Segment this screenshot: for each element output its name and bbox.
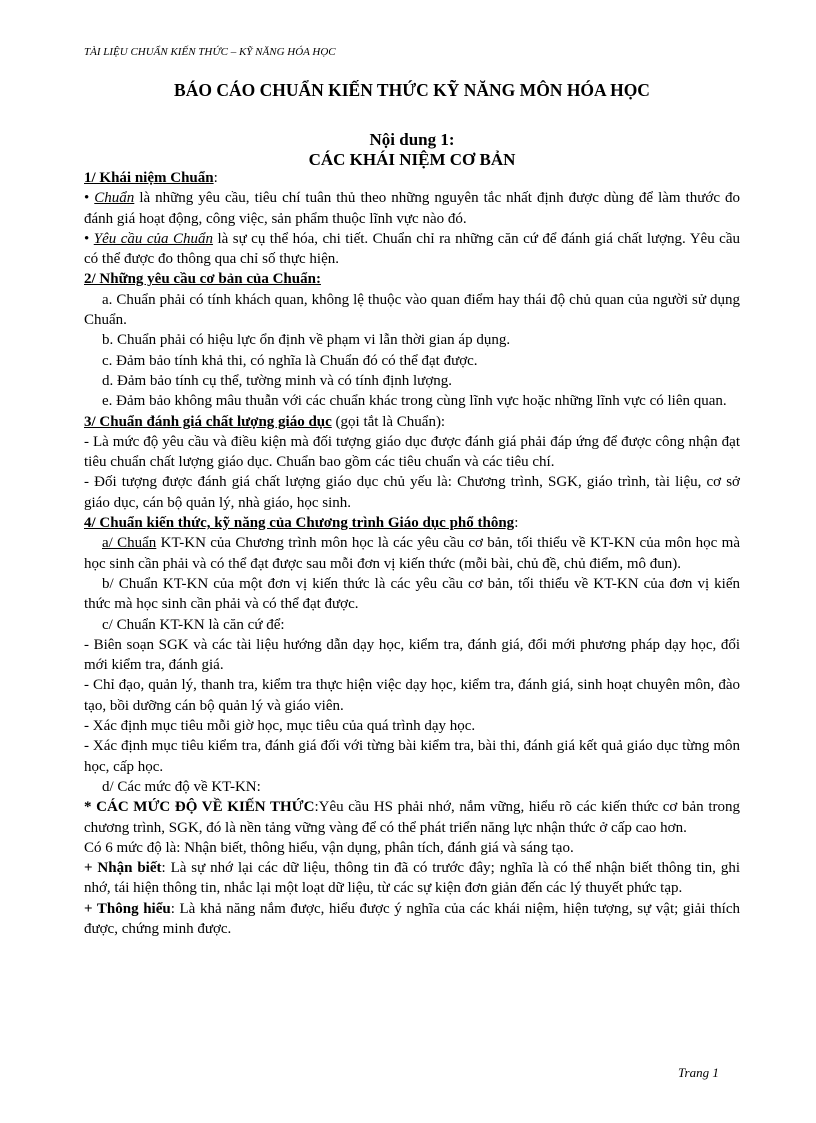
item-d: d/ Các mức độ về KT-KN: (102, 778, 261, 795)
list-item: - Biên soạn SGK và các tài liệu hướng dẫn dạy học, kiểm tra, đánh giá, đổi mới phương pháp dạy học, đổi mới kiểm tra, đánh giá. (84, 636, 740, 674)
knowledge-levels (84, 797, 740, 838)
heading-4 (84, 513, 740, 533)
knowledge-levels-label: * CÁC MỨC ĐỘ VỀ KIẾN THỨC (84, 799, 315, 816)
item-b: b/ Chuẩn KT-KN của một đơn vị kiến thức là các yêu cầu cơ bản, tối thiểu về KT-KN của đơn vị kiến thức mà học sinh cần phải và có thể đạt được. (84, 575, 740, 613)
bullet-chuan-text: là những yêu cầu, tiêu chí tuân thủ theo những nguyên tắc nhất định được dùng để làm thước đo đánh giá hoạt động, công việc, sản phẩm thuộc lĩnh vực nào đó. (84, 190, 740, 227)
heading-2: 2/ Những yêu cầu cơ bản của Chuẩn: (84, 271, 321, 288)
level-recognize-text: : Là sự nhớ lại các dữ liệu, thông tin đã có trước đây; nghĩa là có thể nhận biết thông tin, ghi nhớ, tái hiện thông tin, nhắc lại một loạt dữ liệu, từ các sự kiện đơn giản đến các lý thuyết phức tạp. (84, 860, 740, 897)
requirement-item: a. Chuẩn phải có tính khách quan, không lệ thuộc vào quan điểm hay thái độ chủ quan của người sử dụng Chuẩn. (84, 291, 740, 329)
document-body (84, 168, 740, 939)
list-item: - Xác định mục tiêu kiểm tra, đánh giá đối với từng bài kiểm tra, bài thi, đánh giá kết quả giáo dục từng môn học, cấp học. (84, 738, 740, 775)
heading-1-tail: : (213, 170, 218, 186)
heading-3-tail: (gọi tắt là Chuẩn): (331, 413, 446, 430)
level-understand-text: : Là khả năng nắm được, hiểu được ý nghĩa của các khái niệm, hiện tượng, sự vật; giải thích được, chứng minh được. (84, 900, 740, 937)
requirement-item: c. Đảm bảo tính khả thi, có nghĩa là Chuẩn đó có thể đạt được. (102, 352, 478, 369)
heading-1-text: 1/ Khái niệm Chuẩn (84, 170, 214, 186)
heading-4-text: 4/ Chuẩn kiến thức, kỹ năng của Chương trình Giáo dục phổ thông (84, 515, 515, 532)
bullet-chuan: • Chuẩn là những yêu cầu, tiêu chí tuân thủ theo những nguyên tắc nhất định được dùng để làm thước đo đánh giá hoạt động, công việc, sản phẩm thuộc lĩnh vực nào đó. (84, 190, 740, 227)
term-chuan: Chuẩn (94, 190, 135, 207)
item-a-text: KT-KN của Chương trình môn học là các yêu cầu cơ bản, tối thiểu về KT-KN của môn học mà học sinh cần phải và có thể đạt được sau mỗi đơn vị kiến thức (mỗi bài, chủ đề, chủ điểm, mô đun). (84, 535, 740, 572)
heading-1 (84, 168, 740, 188)
item-a (84, 533, 740, 574)
level-recognize (84, 858, 740, 899)
bullet-yeu-cau: • Yêu cầu của Chuẩn là sự cụ thể hóa, chi tiết. Chuẩn chỉ ra những căn cứ để đánh giá chất lượng. Yêu cầu có thể được đo thông qua chỉ số thực hiện. (84, 230, 740, 268)
heading-4-tail: : (514, 515, 519, 532)
bullet-yeu-cau-text: là sự cụ thể hóa, chi tiết. Chuẩn chỉ ra những căn cứ để đánh giá chất lượng. Yêu cầu có thể được đo thông qua chỉ số thực hiện. (84, 230, 740, 268)
level-understand-label: + Thông hiểu (84, 900, 171, 917)
section-name: CÁC KHÁI NIỆM CƠ BẢN (308, 150, 516, 169)
document-title: BÁO CÁO CHUẨN KIẾN THỨC KỸ NĂNG MÔN HÓA HỌC (174, 80, 650, 100)
level-recognize-label: + Nhận biết (84, 860, 162, 877)
list-item: - Chỉ đạo, quản lý, thanh tra, kiểm tra thực hiện việc dạy học, kiểm tra, đánh giá, sinh hoạt chuyên môn, đào tạo, bồi dưỡng cán bộ quản lý và giáo viên. (84, 677, 740, 714)
term-yeu-cau: Yêu cầu của Chuẩn (93, 230, 213, 247)
heading-3 (84, 412, 740, 432)
paragraph: - Đối tượng được đánh giá chất lượng giáo dục chủ yếu là: Chương trình, SGK, giáo trình, tài liệu, cơ sở giáo dục, cán bộ quản lý, nhà giáo, học sinh. (84, 474, 740, 511)
section-number: Nội dung 1: (369, 130, 455, 149)
requirement-item: e. Đảm bảo không mâu thuẫn với các chuẩn khác trong cùng lĩnh vực hoặc những lĩnh vực có liên quan. (102, 393, 727, 410)
requirement-item: d. Đảm bảo tính cụ thể, tường minh và có tính định lượng. (102, 372, 452, 389)
section-heading (84, 130, 740, 170)
requirement-item: b. Chuẩn phải có hiệu lực ổn định về phạm vi lẫn thời gian áp dụng. (102, 332, 511, 349)
item-a-label: a/ Chuẩn (102, 535, 157, 552)
page-number: Trang 1 (678, 1065, 719, 1080)
level-understand (84, 899, 740, 940)
paragraph: - Là mức độ yêu cầu và điều kiện mà đối tượng giáo dục được đánh giá phải đáp ứng để được công nhận đạt tiêu chuẩn chất lượng giáo dục. Chuẩn bao gồm các tiêu chuẩn và các tiêu chí. (84, 433, 740, 471)
levels-summary: Có 6 mức độ là: Nhận biết, thông hiểu, vận dụng, phân tích, đánh giá và sáng tạo. (84, 839, 574, 856)
heading-3-text: 3/ Chuẩn đánh giá chất lượng giáo dục (84, 413, 332, 430)
item-c: c/ Chuẩn KT-KN là căn cứ để: (102, 616, 285, 633)
running-header: TÀI LIỆU CHUẨN KIẾN THỨC – KỸ NĂNG HÓA HỌC (84, 46, 336, 58)
list-item: - Xác định mục tiêu mỗi giờ học, mục tiêu của quá trình dạy học. (84, 718, 476, 735)
knowledge-levels-text: :Yêu cầu HS phải nhớ, nắm vững, hiểu rõ các kiến thức cơ bản trong chương trình, SGK, đó là nền tảng vững vàng để có thể phát triển năng lực nhận thức ở cấp cao hơn. (84, 799, 740, 836)
